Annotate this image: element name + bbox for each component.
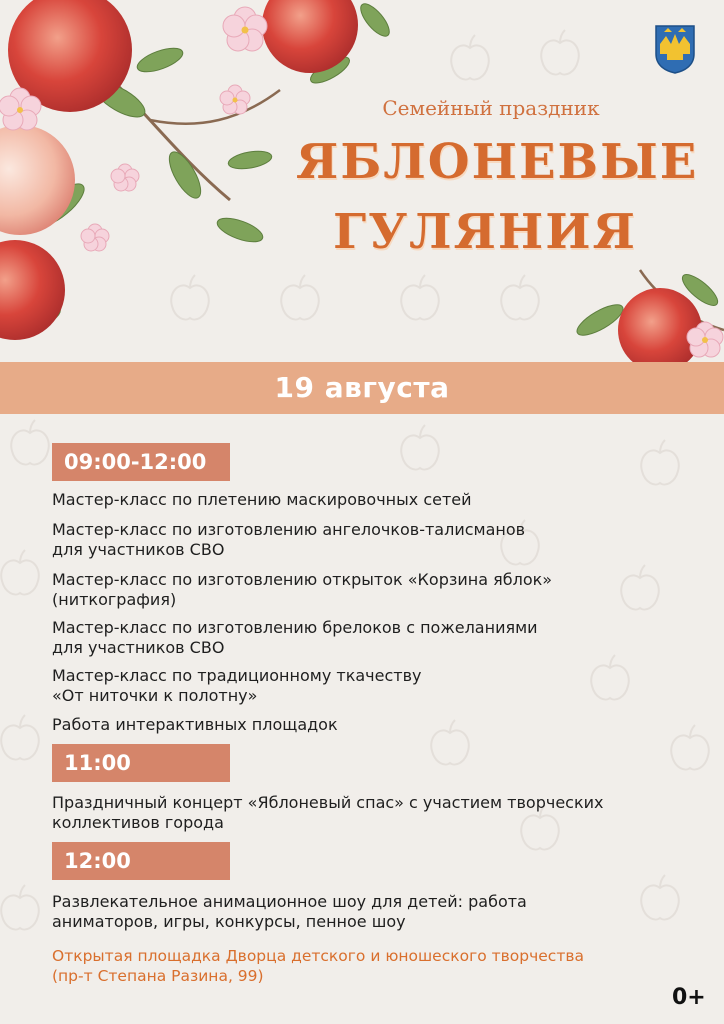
time-slot-3: 12:00 bbox=[52, 842, 230, 880]
schedule-item: Работа интерактивных площадок bbox=[52, 715, 338, 734]
age-rating-badge: 0+ bbox=[672, 985, 706, 1010]
event-date: 19 августа bbox=[274, 371, 450, 404]
schedule-item: Мастер-класс по традиционному ткачеству «От ниточки к полотну» bbox=[52, 666, 422, 705]
event-subtitle: Семейный праздник bbox=[382, 96, 600, 120]
time-slot-2: 11:00 bbox=[52, 744, 230, 782]
event-title-line-2: ГУЛЯНИЯ bbox=[333, 204, 637, 260]
schedule-item: Праздничный концерт «Яблоневый спас» с участием творческих коллективов города bbox=[52, 793, 604, 832]
city-emblem-logo bbox=[654, 24, 696, 74]
schedule-item: Мастер-класс по плетению маскировочных сетей bbox=[52, 490, 472, 509]
time-slot-1: 09:00-12:00 bbox=[52, 443, 230, 481]
schedule-item: Мастер-класс по изготовлению открыток «Корзина яблок» (ниткография) bbox=[52, 570, 553, 609]
venue-address: Открытая площадка Дворца детского и юношеского творчества (пр-т Степана Разина, 99) bbox=[52, 947, 584, 985]
schedule-item: Мастер-класс по изготовлению ангелочков-талисманов для участников СВО bbox=[52, 520, 526, 559]
schedule-item: Развлекательное анимационное шоу для детей: работа аниматоров, игры, конкурсы, пенное шоу bbox=[52, 892, 527, 931]
event-title-line-1: ЯБЛОНЕВЫЕ bbox=[296, 134, 699, 190]
schedule-item: Мастер-класс по изготовлению брелоков с пожеланиями для участников СВО bbox=[52, 618, 538, 657]
